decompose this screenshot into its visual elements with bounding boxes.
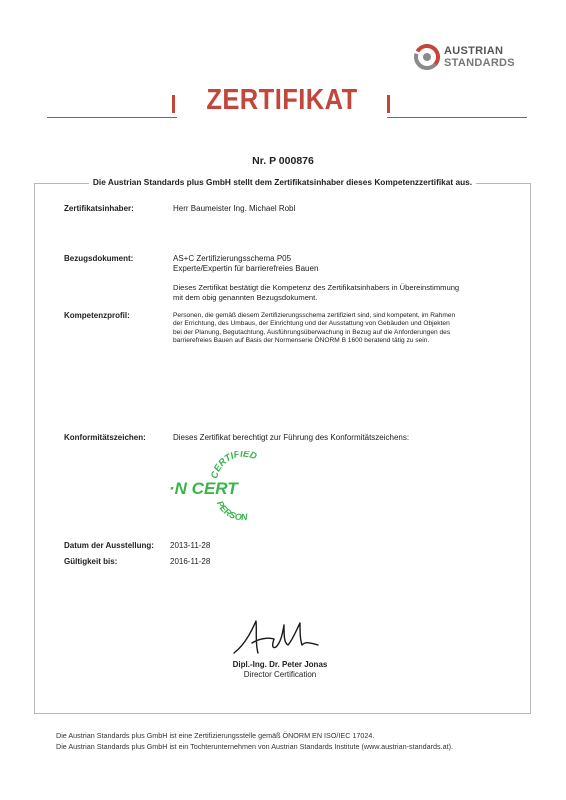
intro-statement: [34, 177, 531, 187]
certificate-title: ZERTIFIKAT: [206, 84, 358, 116]
competence-line: der Errichtung, des Umbaus, der Einrichtung und der Ausstattung von Gebäuden und Objekten: [173, 320, 450, 328]
conformity-text: Dieses Zertifikat berechtigt zur Führung des Konformitätszeichens:: [173, 433, 410, 442]
holder-label: Zertifikatsinhaber:: [64, 204, 134, 213]
reference-line-2: Experte/Expertin für barrierefreies Bauen: [173, 264, 319, 273]
reference-desc-line-1: Dieses Zertifikat bestätigt die Kompetenz des Zertifikatsinhabers in Übereinstimmung: [173, 283, 460, 292]
ncert-certified-person-badge: [165, 451, 285, 523]
reference-line-1: AS+C Zertifizierungsschema P05: [173, 254, 292, 263]
handwritten-signature: [228, 617, 328, 659]
holder-value: Herr Baumeister Ing. Michael Robl: [173, 204, 296, 213]
badge-arc-top: CERTIFIED: [209, 451, 259, 480]
signatory-role: Director Certification: [243, 670, 317, 679]
signatory-name: Dipl.-Ing. Dr. Peter Jonas: [232, 660, 328, 669]
competence-line: bei der Planung, Begutachtung, Ausführungsüberwachung in Bezug auf die Anforderungen des: [173, 328, 451, 336]
title-rule-left: [47, 117, 177, 118]
reference-description: [173, 283, 513, 303]
title-bar-right: [387, 95, 390, 113]
certificate-number: Nr. P 000876: [252, 155, 314, 167]
competence-line: barrierefreies Bauen auf Basis der Normenserie ÖNORM B 1600 beratend tätig zu sein.: [173, 337, 430, 345]
validity-label: Gültigkeit bis:: [64, 557, 118, 566]
badge-main: ·N CERT: [169, 479, 238, 498]
conformity-label: Konformitätszeichen:: [64, 433, 146, 442]
reference-value: [173, 254, 318, 274]
austrian-standards-logo: [414, 44, 524, 72]
reference-label: Bezugsdokument:: [64, 254, 134, 263]
logo-line-2: STANDARDS: [444, 57, 515, 69]
competence-label: Kompetenzprofil:: [64, 311, 130, 320]
footer-line-2: Die Austrian Standards plus GmbH ist ein Tochterunternehmen von Austrian Standards Institute (www.austrian-standards.at).: [56, 742, 453, 751]
competence-line: Personen, die gemäß diesem Zertifizierungsschema zertifiziert sind, sind kompetent, im Rahmen: [173, 312, 456, 319]
title-rule-right: [387, 117, 527, 118]
issue-date-label: Datum der Ausstellung:: [64, 541, 154, 550]
competence-text: [173, 312, 513, 346]
footer-line-1: Die Austrian Standards plus GmbH ist eine Zertifizierungsstelle gemäß ÖNORM EN ISO/IEC 17024.: [56, 731, 375, 740]
austrian-standards-logo-icon: [414, 44, 440, 70]
intro-text: Die Austrian Standards plus GmbH stellt dem Zertifikatsinhaber dieses Kompetenzzertifikat aus.: [89, 177, 476, 187]
logo-line-1: AUSTRIAN: [444, 45, 504, 57]
badge-arc-bottom: PERSON: [214, 499, 248, 523]
issue-date-value: 2013-11-28: [170, 541, 211, 550]
reference-desc-line-2: mit dem obig genannten Bezugsdokument.: [173, 293, 318, 302]
validity-value: 2016-11-28: [170, 557, 211, 566]
title-bar-left: [172, 95, 175, 113]
